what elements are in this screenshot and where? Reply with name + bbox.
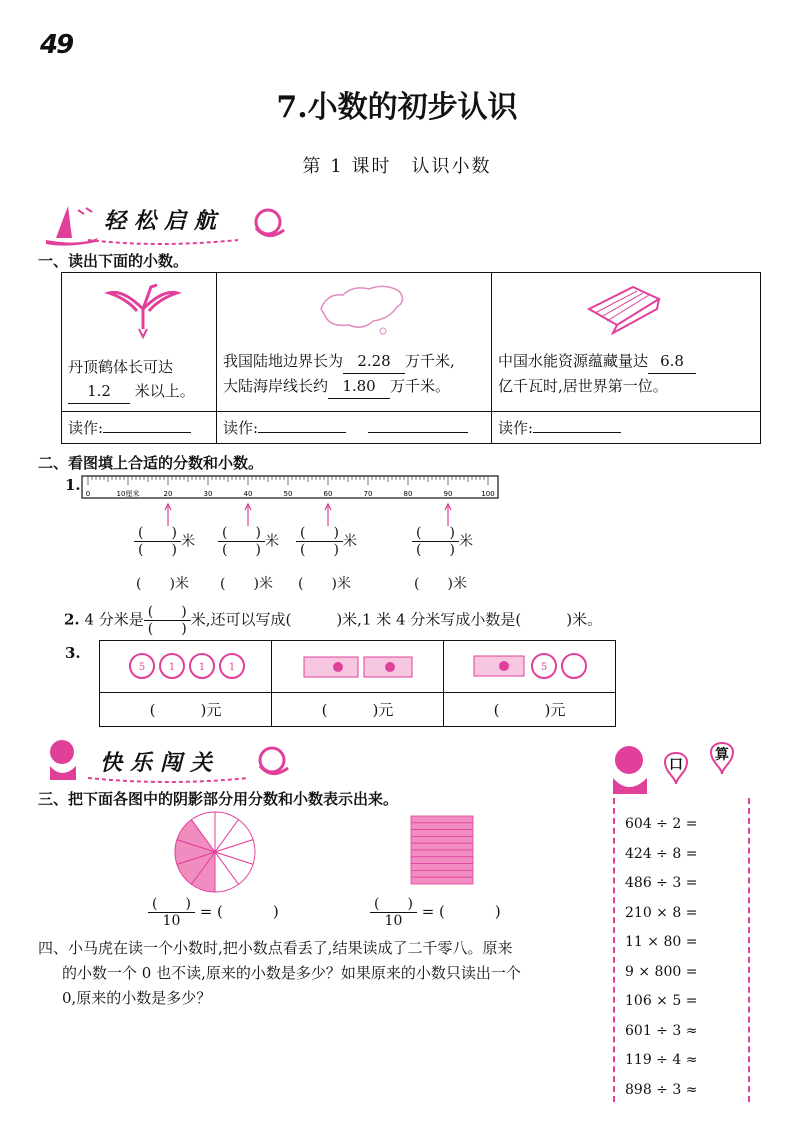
- fraction-numerator: ( ): [296, 525, 343, 542]
- dam-cell: [492, 273, 761, 412]
- crane-cell: [62, 273, 217, 412]
- q1-fraction-answer[interactable]: [296, 525, 357, 558]
- border-unit: 万千米,: [405, 352, 455, 370]
- crane-value: 1.2: [68, 379, 130, 404]
- coast-text: 大陆海岸线长约: [223, 377, 329, 395]
- q2-text1: 4 分米是: [84, 610, 144, 629]
- q3-label: 3.: [65, 644, 81, 662]
- svg-text:1: 1: [198, 662, 205, 673]
- ruler-tick-label: 100: [481, 490, 495, 498]
- banner-easy-start-text: 轻松启航: [104, 209, 225, 234]
- svg-text:1: 1: [168, 662, 175, 673]
- ruler-tick-label: 70: [363, 490, 373, 498]
- q2-label: 2.: [64, 610, 80, 629]
- yuan-answer-3[interactable]: ( )元: [444, 693, 616, 727]
- q1-answer-area: [0, 525, 794, 600]
- unit-mi: 米: [264, 533, 279, 550]
- mental-math-item: 898 ÷ 3 ≈: [625, 1081, 698, 1098]
- q2-text2: 米,还可以写成(: [190, 610, 292, 629]
- coast-unit: 万千米。: [390, 377, 451, 395]
- read-as-cell-2: [217, 411, 492, 443]
- page-title: 7.小数的初步认识: [276, 90, 518, 125]
- section1-heading: 一、读出下面的小数。: [38, 252, 189, 270]
- note-and-coins-icon: [470, 651, 590, 681]
- unit-mi: 米: [258, 576, 273, 592]
- hydro-value: 6.8: [648, 349, 696, 374]
- svg-text:5: 5: [540, 662, 547, 673]
- fraction-numerator: ( ): [218, 525, 265, 542]
- q2-fraction[interactable]: [144, 604, 191, 637]
- ruler-tick-label: 0: [85, 490, 91, 498]
- fraction-denominator: ( ): [222, 542, 261, 558]
- close-paren: ): [494, 902, 501, 921]
- mental-math-item: 604 ÷ 2 =: [625, 816, 698, 832]
- q1-fraction-answer[interactable]: [134, 525, 195, 558]
- hydro-text-line2: 亿千瓦时,居世界第一位。: [498, 377, 668, 395]
- coast-value: 1.80: [328, 374, 390, 399]
- fraction-numerator: ( ): [148, 896, 195, 913]
- svg-text:5: 5: [138, 662, 145, 673]
- fraction-denominator: ( ): [416, 542, 455, 558]
- rect-strip: [411, 830, 473, 837]
- banner-easy-start: [38, 198, 288, 248]
- money-cell-1: [100, 641, 272, 693]
- q1-decimal-answer[interactable]: [414, 573, 467, 593]
- fraction-denominator: 10: [162, 913, 181, 929]
- rect-strip: [411, 864, 473, 871]
- read-as-blank[interactable]: [103, 417, 191, 433]
- q2-text4: )米。: [521, 610, 603, 629]
- lesson-subtitle: 第 1 课时 认识小数: [302, 156, 492, 177]
- equals-paren: = (: [421, 902, 445, 921]
- ruler-tick-label: 30: [203, 490, 213, 498]
- ruler-tick-label: 40: [243, 490, 253, 498]
- rect-strip: [411, 836, 473, 843]
- rect-strip: [411, 857, 473, 864]
- ruler-tick-label: 60: [323, 490, 333, 498]
- border-text-line1: 我国陆地边界长为: [223, 352, 344, 370]
- unit-mi: 米: [336, 576, 351, 592]
- money-table: [99, 640, 616, 727]
- money-cell-3: [444, 641, 616, 693]
- decimal-blank: ( ): [220, 576, 259, 592]
- yuan-answer-2[interactable]: ( )元: [272, 693, 444, 727]
- fraction-denominator: ( ): [147, 621, 187, 637]
- section2-heading: 二、看图填上合适的分数和小数。: [38, 454, 264, 472]
- section4-line1: 四、小马虎在读一个小数时,把小数点看丢了,结果读成了二千零八。原来: [38, 939, 513, 957]
- mental-math-item: 424 ÷ 8 =: [625, 845, 698, 862]
- read-as-blank[interactable]: [368, 417, 468, 433]
- section4-line3: 0,原来的小数是多少？: [62, 989, 212, 1007]
- fraction-numerator: ( ): [412, 525, 459, 542]
- unit-mi: 米: [174, 576, 189, 592]
- dam-icon: [583, 279, 663, 335]
- q1-label: 1.: [65, 476, 81, 494]
- china-map-icon: [313, 279, 413, 335]
- crane-text-line2: 米以上。: [134, 382, 195, 400]
- unit-mi: 米: [180, 533, 195, 550]
- read-as-label: 读作:: [223, 418, 259, 437]
- rect-strip: [411, 850, 473, 857]
- mental-math-label-right: 算: [715, 747, 729, 763]
- rect-strip: [411, 877, 473, 884]
- q1-fraction-answer[interactable]: [412, 525, 473, 558]
- read-as-blank[interactable]: [258, 417, 346, 433]
- banner-happy-challenge: [38, 736, 290, 786]
- mental-math-item: 119 ÷ 4 ≈: [625, 1052, 698, 1068]
- q2-line: [64, 604, 602, 637]
- q1-decimal-answer[interactable]: [220, 573, 273, 593]
- read-as-label: 读作:: [498, 418, 534, 437]
- close-paren: ): [272, 902, 279, 921]
- fraction-denominator: ( ): [300, 542, 339, 558]
- q1-fraction-answer[interactable]: [218, 525, 279, 558]
- coins-icon: [126, 651, 246, 681]
- fraction-numerator: ( ): [144, 604, 191, 621]
- section3-heading: 三、把下面各图中的阴影部分用分数和小数表示出来。: [38, 790, 399, 808]
- ruler-tick-label: 50: [283, 490, 293, 498]
- shaded-circle: [173, 810, 257, 894]
- mental-math-list: [613, 798, 750, 1102]
- read-as-cell-1: [62, 411, 217, 443]
- ruler-tick-label: 20: [163, 490, 173, 498]
- mental-math-item: 601 ÷ 3 ≈: [625, 1022, 698, 1039]
- rect-strip: [411, 870, 473, 877]
- crane-text-line1: 丹顶鹤体长可达: [68, 358, 174, 376]
- ruler-tick-label: 80: [403, 490, 413, 498]
- q2-text3: )米,1 米 4 分米写成小数是(: [291, 610, 522, 629]
- rect-strip: [411, 843, 473, 850]
- decimal-blank: ( ): [136, 576, 175, 592]
- rect-fraction-answer[interactable]: [370, 896, 501, 929]
- mental-math-item: 11 × 80 =: [625, 934, 698, 950]
- crane-icon: [103, 279, 183, 339]
- unit-mi: 米: [342, 533, 357, 550]
- pie-fraction-answer[interactable]: [148, 896, 279, 929]
- china-map-cell: [217, 273, 492, 412]
- hydro-text-line1: 中国水能资源蕴藏量达: [498, 352, 649, 370]
- yuan-answer-1[interactable]: ( )元: [100, 693, 272, 727]
- reading-table: [61, 272, 761, 444]
- read-as-label: 读作:: [68, 418, 104, 437]
- q1-decimal-answer[interactable]: [298, 573, 351, 593]
- fraction-denominator: 10: [384, 913, 403, 929]
- rect-strip: [411, 816, 473, 823]
- read-as-blank[interactable]: [533, 417, 621, 433]
- mental-math-item: 9 × 800 =: [625, 963, 698, 980]
- fraction-denominator: ( ): [138, 542, 177, 558]
- mental-math-header: [603, 738, 753, 798]
- page-number: 49: [40, 30, 73, 60]
- section4-line2: 的小数一个 0 也不读,原来的小数是多少？如果原来的小数只读出一个: [62, 964, 521, 982]
- ruler-tick-label: 90: [443, 490, 453, 498]
- read-as-cell-3: [492, 411, 761, 443]
- decimal-blank: ( ): [298, 576, 337, 592]
- unit-mi: 米: [452, 576, 467, 592]
- fraction-numerator: ( ): [370, 896, 417, 913]
- svg-text:1: 1: [228, 662, 235, 673]
- unit-mi: 米: [458, 533, 473, 550]
- shaded-rectangle: [410, 815, 474, 885]
- ruler-tick-label: 10厘米: [116, 490, 140, 498]
- ruler: [80, 470, 502, 526]
- mental-math-label-left: 口: [669, 757, 683, 773]
- money-cell-2: [272, 641, 444, 693]
- fraction-numerator: ( ): [134, 525, 181, 542]
- q1-decimal-answer[interactable]: [136, 573, 189, 593]
- section4-question: [38, 936, 521, 1011]
- mental-math-item: 210 × 8 =: [625, 904, 698, 921]
- rect-strip: [411, 823, 473, 830]
- banknotes-icon: [298, 653, 418, 679]
- banner-happy-challenge-text: 快乐闯关: [100, 751, 221, 776]
- mental-math-item: 486 ÷ 3 =: [625, 875, 698, 891]
- decimal-blank: ( ): [414, 576, 453, 592]
- mental-math-item: 106 × 5 =: [625, 993, 698, 1009]
- border-value: 2.28: [343, 349, 405, 374]
- equals-paren: = (: [199, 902, 223, 921]
